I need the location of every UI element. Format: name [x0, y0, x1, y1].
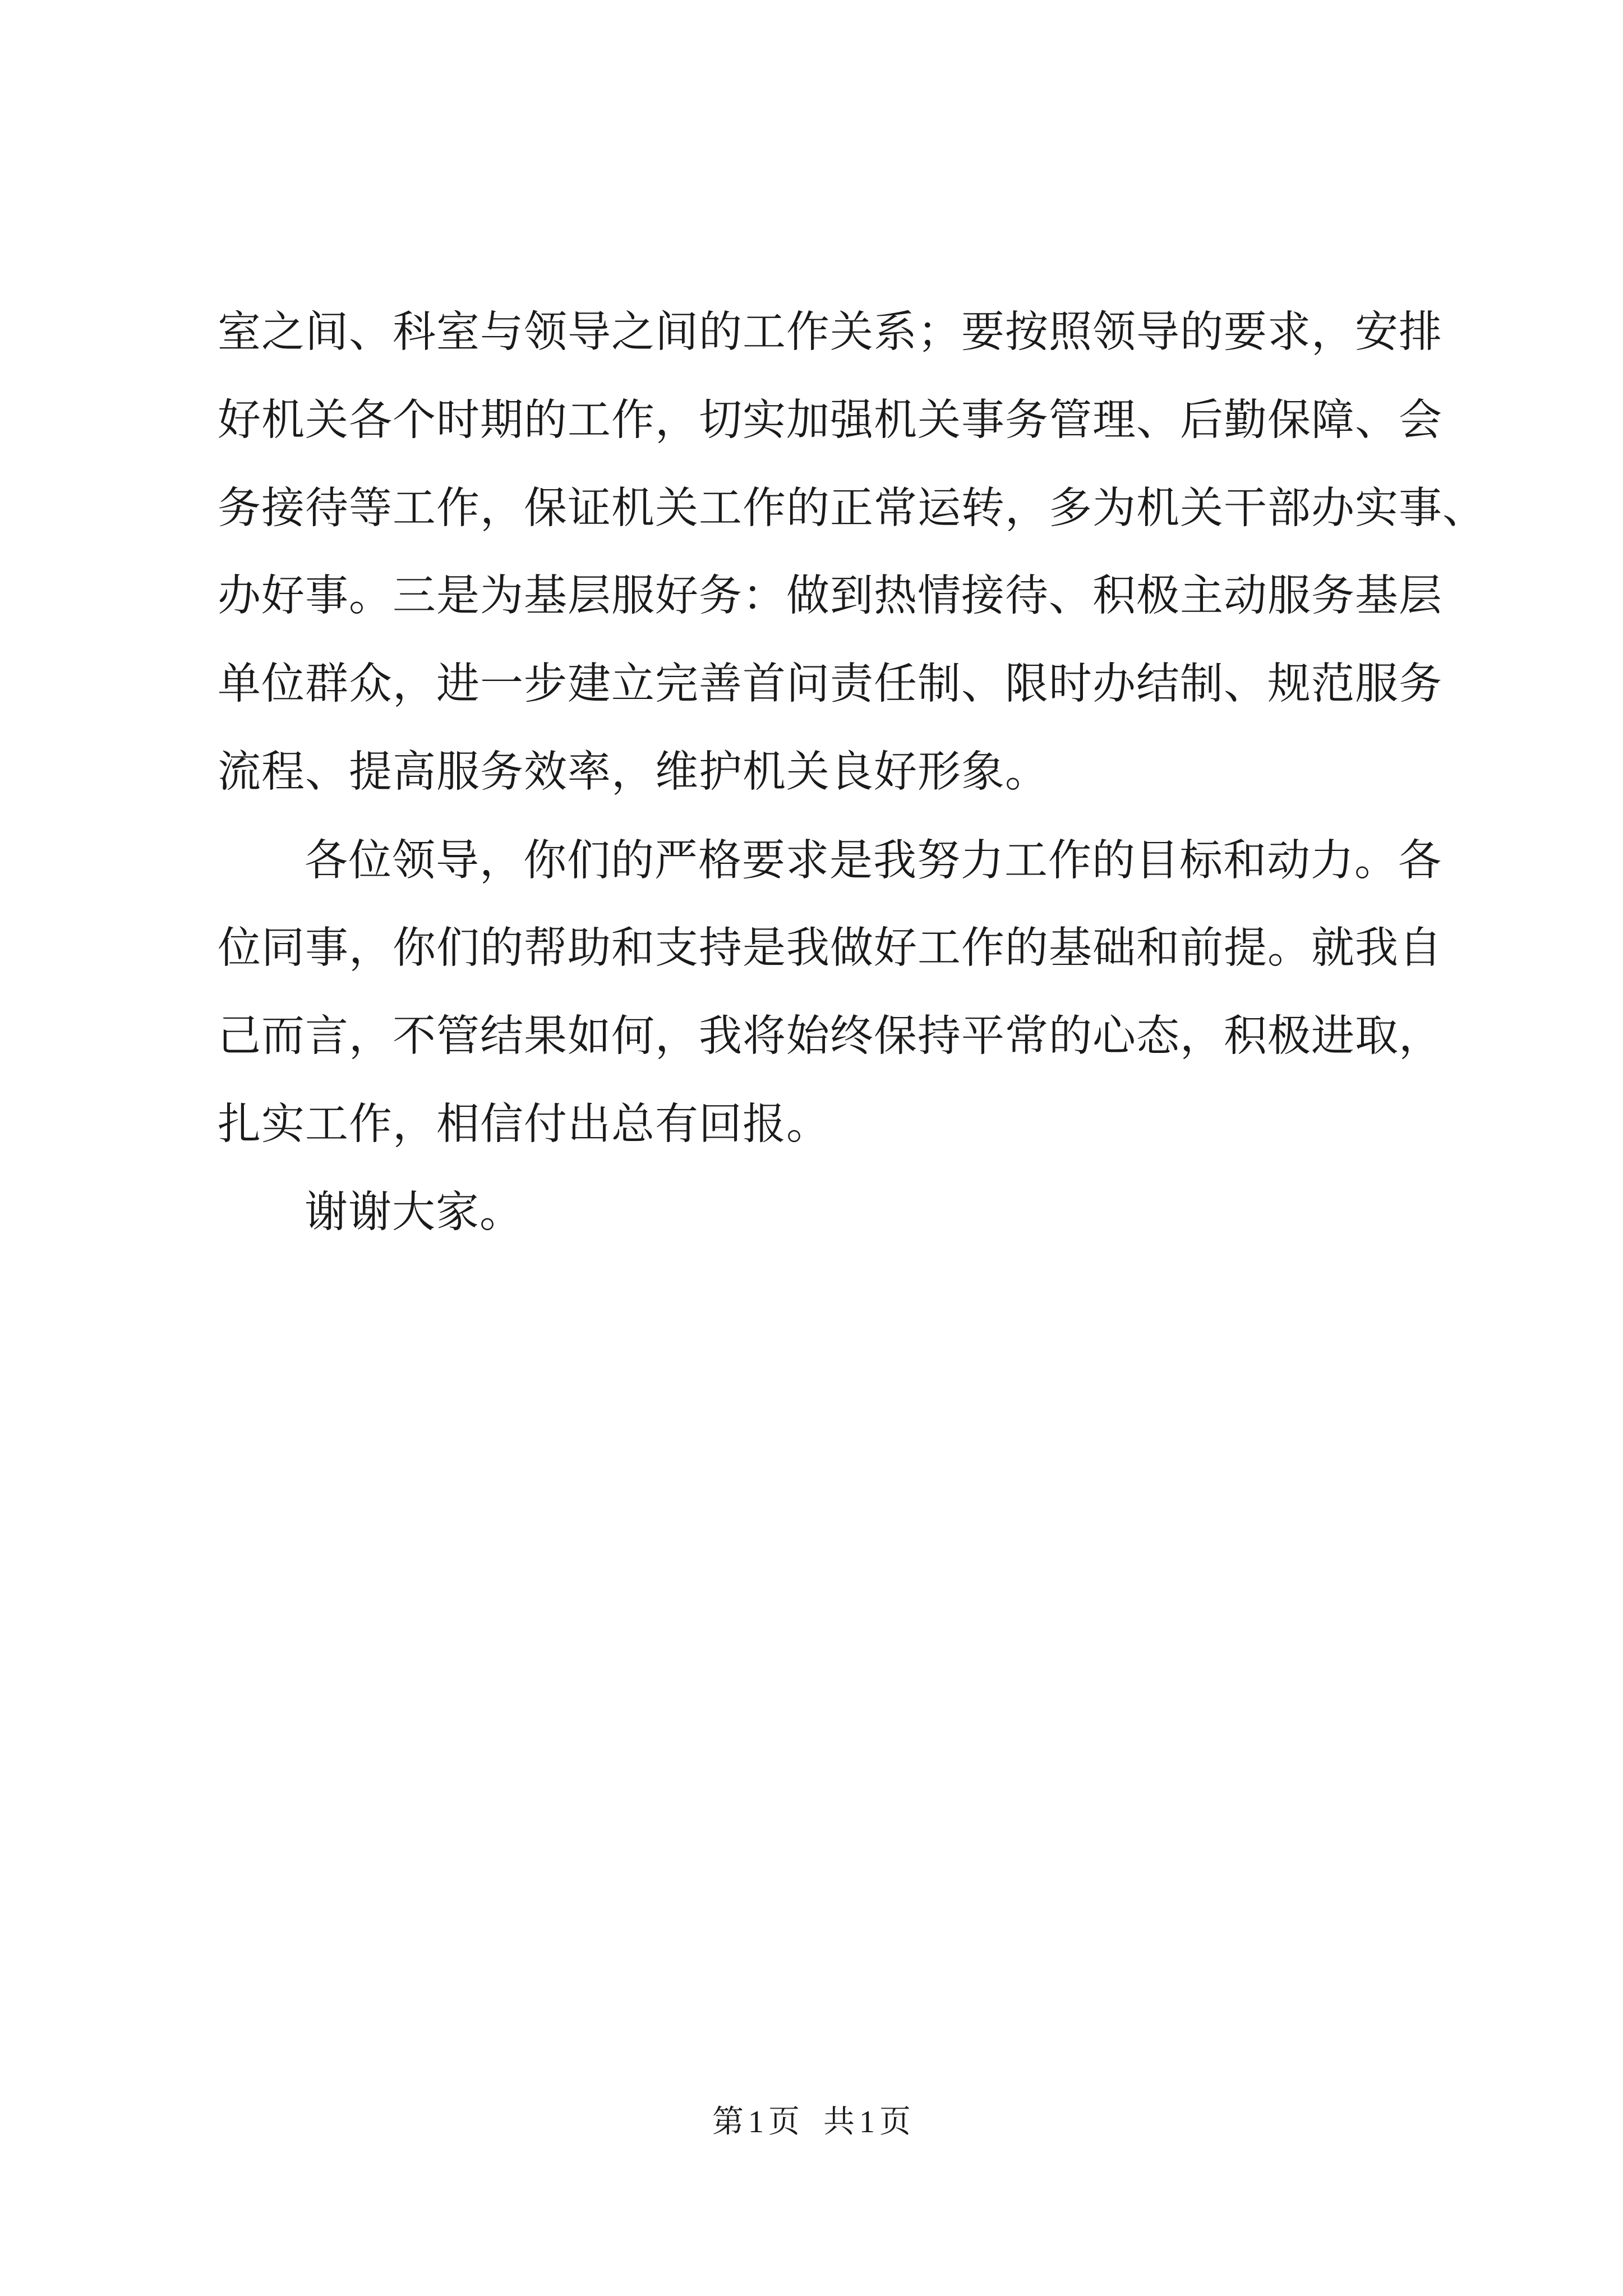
footer-prefix: 第 [712, 2105, 744, 2139]
body-line: 单位群众，进一步建立完善首问责任制、限时办结制、规范服务 [218, 659, 1442, 709]
footer-total-prefix: 共 [823, 2105, 855, 2139]
footer-total-suffix: 页 [879, 2105, 911, 2139]
footer-current-page: 1 [748, 2105, 764, 2139]
body-line: 室之间、科室与领导之间的工作关系；要按照领导的要求，安排 [218, 307, 1442, 357]
body-line: 务接待等工作，保证机关工作的正常运转，多为机关干部办实事、 [218, 484, 1486, 533]
body-line: 流程、提高服务效率，维护机关良好形象。 [218, 747, 1049, 797]
body-line: 己而言，不管结果如何，我将始终保持平常的心态，积极进取， [218, 1011, 1442, 1061]
page-footer [0, 2102, 1623, 2142]
footer-total-pages: 1 [859, 2105, 875, 2139]
body-line: 好机关各个时期的工作，切实加强机关事务管理、后勤保障、会 [218, 395, 1442, 445]
body-line: 办好事。三是为基层服好务：做到热情接待、积极主动服务基层 [218, 571, 1442, 621]
paragraph-first-line: 各位领导，你们的严格要求是我努力工作的目标和动力。各 [305, 836, 1442, 886]
body-line: 扎实工作，相信付出总有回报。 [218, 1099, 830, 1149]
body-line: 位同事，你们的帮助和支持是我做好工作的基础和前提。就我自 [218, 923, 1442, 973]
closing-line: 谢谢大家。 [305, 1188, 523, 1237]
footer-page-word: 页 [768, 2105, 800, 2139]
